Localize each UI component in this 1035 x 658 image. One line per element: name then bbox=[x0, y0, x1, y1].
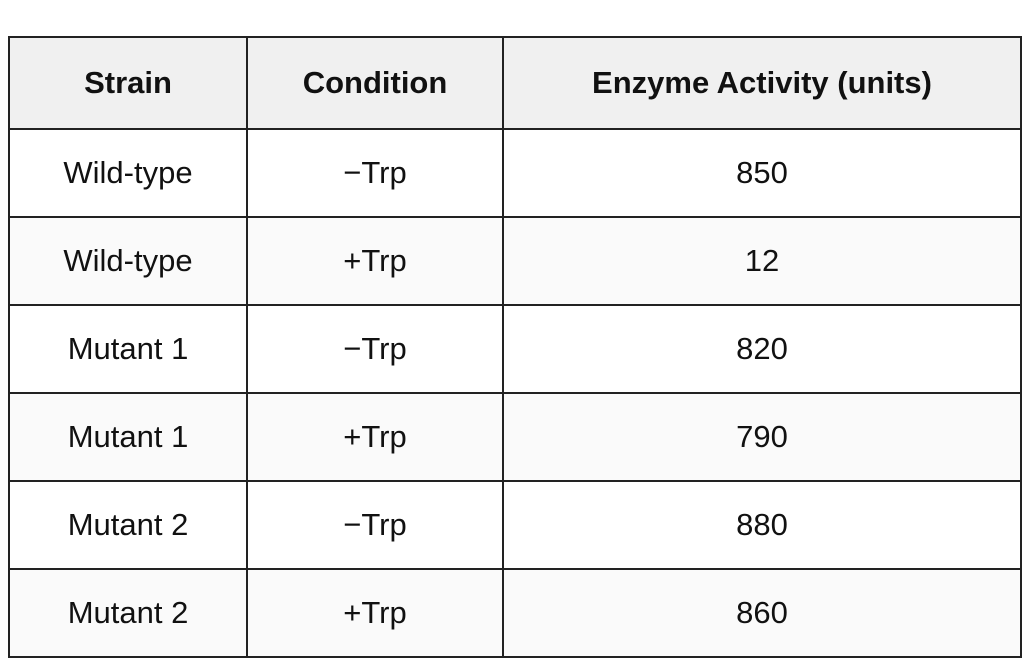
cell-strain: Mutant 2 bbox=[9, 481, 247, 569]
table-header-row bbox=[9, 37, 1021, 129]
table-row bbox=[9, 305, 1021, 393]
cell-strain: Wild-type bbox=[9, 129, 247, 217]
column-header-enzyme-activity: Enzyme Activity (units) bbox=[503, 37, 1021, 129]
cell-condition: −Trp bbox=[247, 305, 503, 393]
table-row bbox=[9, 481, 1021, 569]
cell-condition: −Trp bbox=[247, 129, 503, 217]
cell-activity: 860 bbox=[503, 569, 1021, 657]
table-container bbox=[8, 36, 1020, 658]
table-row bbox=[9, 569, 1021, 657]
table-row bbox=[9, 129, 1021, 217]
enzyme-activity-table bbox=[8, 36, 1022, 658]
table-body bbox=[9, 129, 1021, 657]
cell-condition: −Trp bbox=[247, 481, 503, 569]
cell-strain: Mutant 1 bbox=[9, 393, 247, 481]
cell-strain: Wild-type bbox=[9, 217, 247, 305]
column-header-strain: Strain bbox=[9, 37, 247, 129]
cell-activity: 12 bbox=[503, 217, 1021, 305]
cell-strain: Mutant 1 bbox=[9, 305, 247, 393]
cell-condition: +Trp bbox=[247, 393, 503, 481]
cell-condition: +Trp bbox=[247, 569, 503, 657]
column-header-condition: Condition bbox=[247, 37, 503, 129]
cell-activity: 790 bbox=[503, 393, 1021, 481]
table-row bbox=[9, 217, 1021, 305]
cell-activity: 820 bbox=[503, 305, 1021, 393]
table-row bbox=[9, 393, 1021, 481]
cell-activity: 880 bbox=[503, 481, 1021, 569]
cell-activity: 850 bbox=[503, 129, 1021, 217]
table-header bbox=[9, 37, 1021, 129]
cell-strain: Mutant 2 bbox=[9, 569, 247, 657]
cell-condition: +Trp bbox=[247, 217, 503, 305]
